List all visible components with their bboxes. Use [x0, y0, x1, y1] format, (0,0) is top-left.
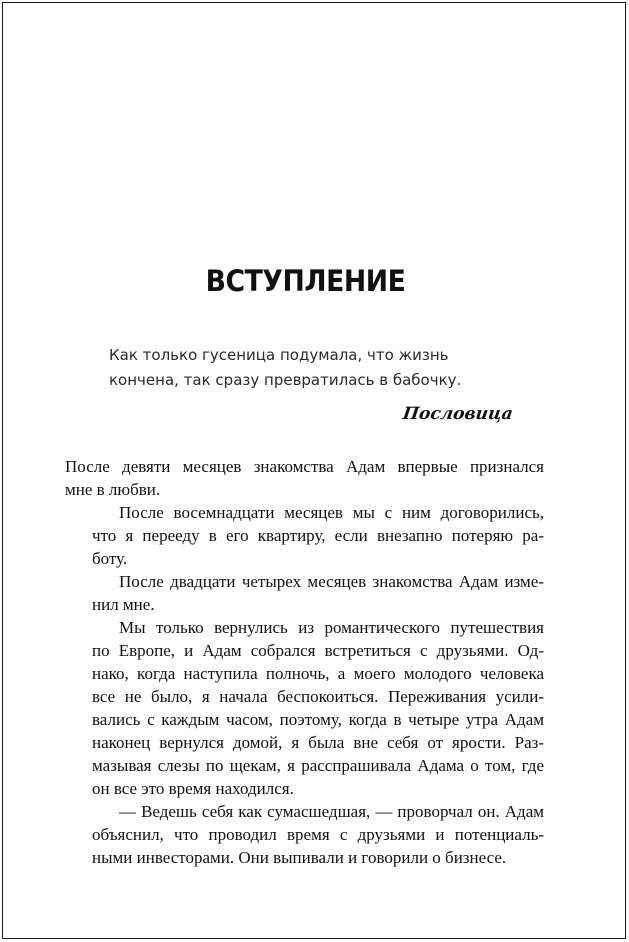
chapter-title: ВСТУПЛЕНИЕ	[205, 264, 406, 298]
text-line: вались с каждым часом, поэтому, когда в четыре утра Адам	[92, 710, 544, 729]
paragraph	[65, 501, 544, 570]
text-line: Мы только вернулись из романтического путешествия	[119, 618, 544, 637]
epigraph-line: Как только гусеница подумала, что жизнь	[109, 346, 449, 364]
paragraph	[65, 616, 544, 800]
text-line: наконец вернулся домой, я была вне себя от ярости. Раз-	[92, 733, 544, 752]
text-line: мне в любви.	[65, 480, 161, 499]
epigraph-source: Пословица	[401, 404, 515, 424]
text-line: что я перееду в его квартиру, если внезапно потеряю ра-	[92, 526, 544, 545]
paragraph	[65, 800, 544, 869]
book-page	[2, 2, 626, 939]
text-line: все не было, я начала беспокоиться. Переживания усили-	[92, 687, 544, 706]
text-line: ными инвесторами. Они выпивали и говорили о бизнесе.	[92, 848, 507, 867]
text-line: мазывая слезы по щекам, я расспрашивала Адама о том, где	[92, 756, 544, 775]
text-line: После восемнадцати месяцев мы с ним договорились,	[119, 503, 544, 522]
epigraph	[109, 343, 509, 393]
text-line: по Европе, и Адам собрался встретиться с друзьями. Од-	[92, 641, 544, 660]
text-line: После двадцати четырех месяцев знакомства Адам изме-	[119, 572, 544, 591]
text-line: боту.	[92, 549, 128, 568]
epigraph-line: кончена, так сразу превратилась в бабочку.	[109, 371, 462, 389]
body-text	[65, 455, 544, 869]
text-line: — Ведешь себя как сумасшедшая, — проворчал он. Адам	[119, 802, 544, 821]
text-line: объяснил, что проводил время с друзьями и потенциаль-	[92, 825, 544, 844]
text-line: он все это время находился.	[92, 779, 294, 798]
text-line: После девяти месяцев знакомства Адам впервые признался	[65, 457, 544, 476]
text-line: нако, когда наступила полночь, а моего молодого человека	[92, 664, 544, 683]
paragraph	[65, 570, 544, 616]
paragraph	[65, 455, 544, 501]
text-line: нил мне.	[92, 595, 155, 614]
